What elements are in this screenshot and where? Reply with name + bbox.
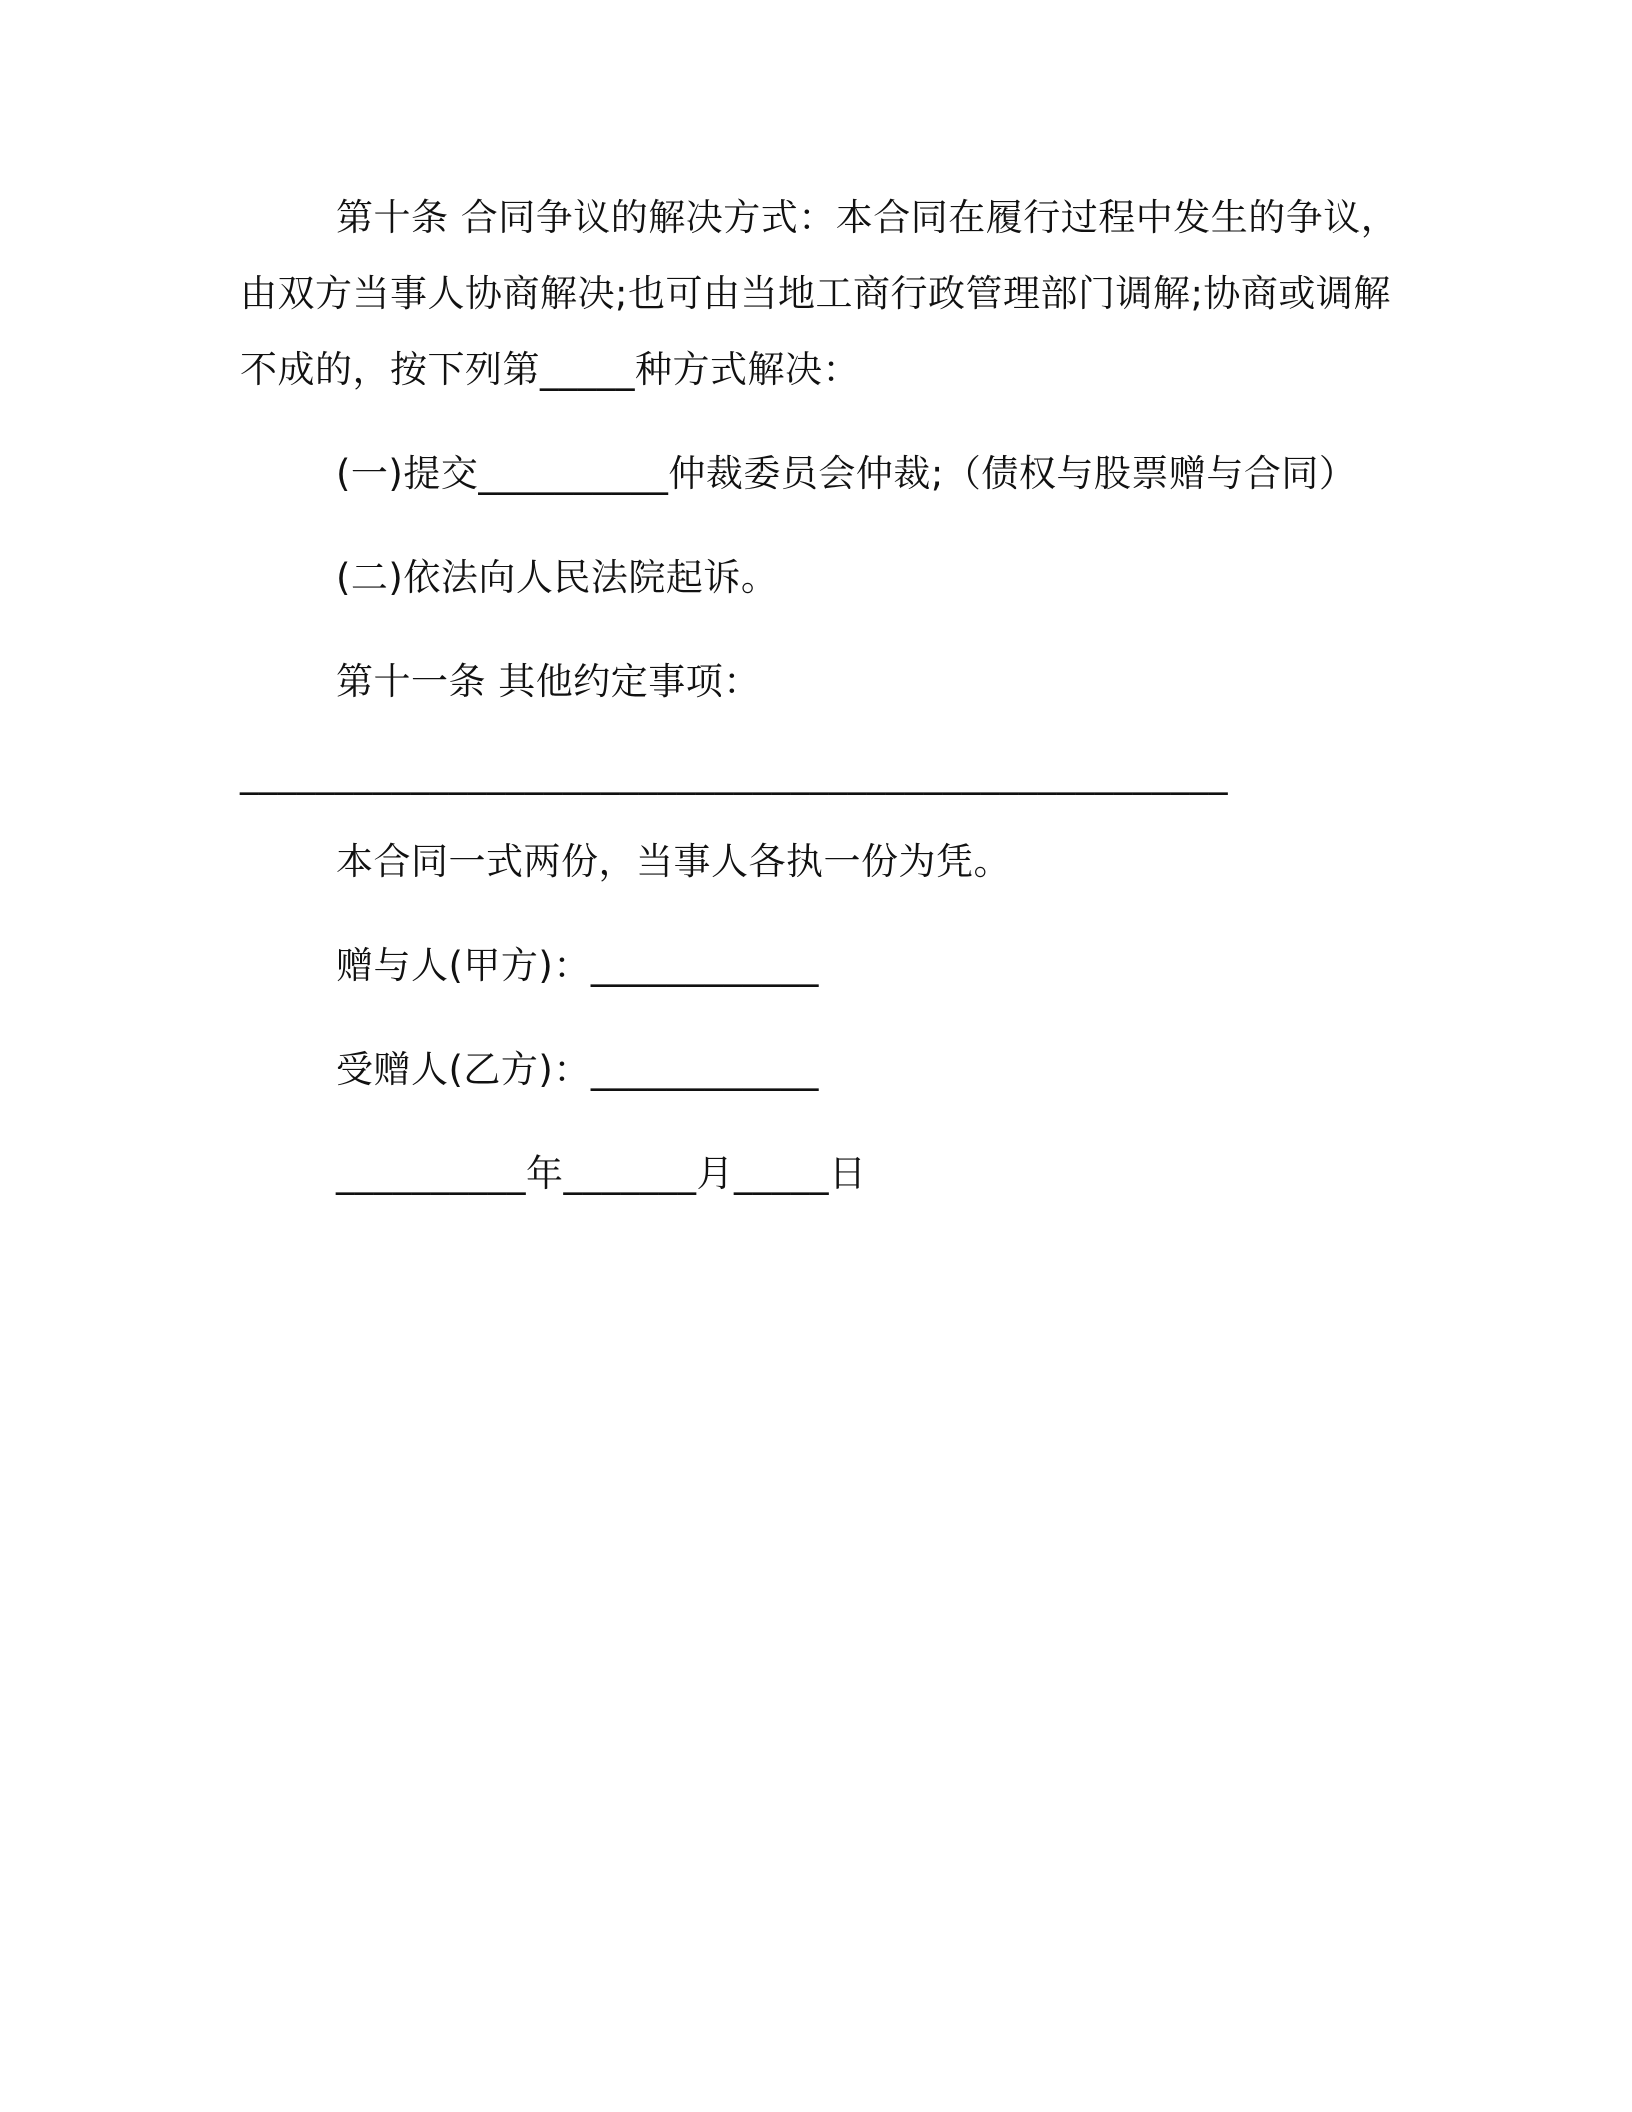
article-10-line-3: 不成的，按下列第_____种方式解决： (240, 348, 860, 391)
article-10-line-1: 第十条 合同争议的解决方式：本合同在履行过程中发生的争议， (336, 196, 1399, 239)
copies-note: 本合同一式两份，当事人各执一份为凭。 (336, 840, 1011, 883)
donee-signature-line: 受赠人(乙方)：____________ (336, 1048, 819, 1091)
dispute-option-1: (一)提交__________仲裁委员会仲裁;（债权与股票赠与合同） (336, 452, 1357, 495)
dispute-option-2: (二)依法向人民法院起诉。 (336, 556, 779, 599)
article-11-heading: 第十一条 其他约定事项： (336, 660, 761, 703)
article-11-blank-line: ____________________________________________________ (240, 752, 1228, 795)
donor-signature-line: 赠与人(甲方)：____________ (336, 944, 819, 987)
article-10-line-2: 由双方当事人协商解决;也可由当地工商行政管理部门调解;协商或调解 (240, 272, 1391, 315)
date-line: __________年_______月_____日 (336, 1152, 867, 1195)
